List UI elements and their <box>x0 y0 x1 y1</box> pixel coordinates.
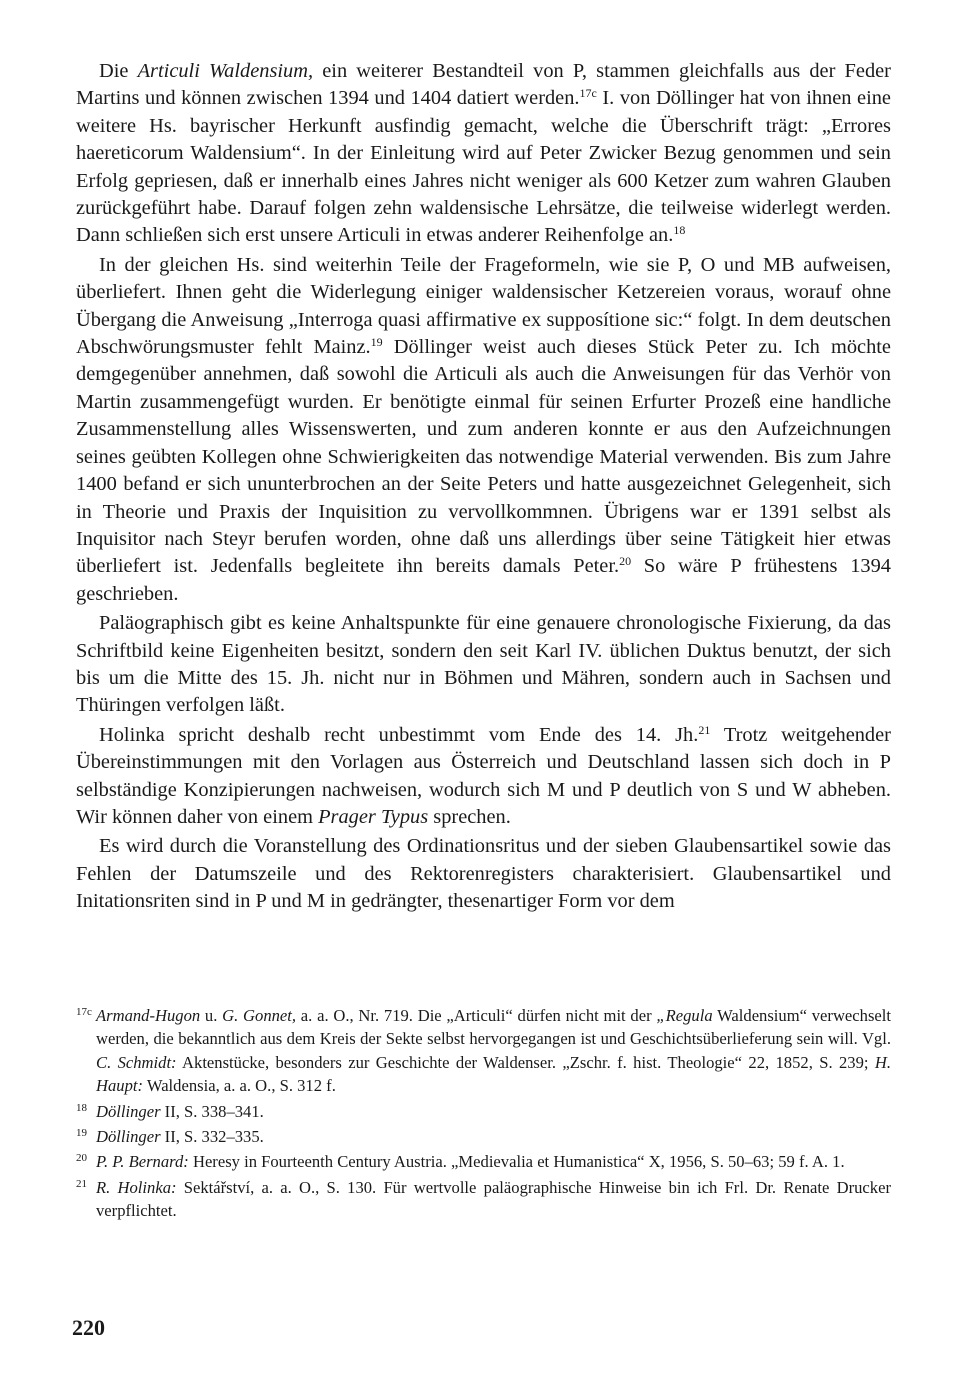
text-run: Es wird durch die Voranstellung des Ordinationsritus und der sieben Glaubensartikel sowie das Fehlen der Datumszeile und des Rektorenregisters charakterisiert. Glaubensartikel und Initationsriten sind in P und M in gedrängter, thesenartiger Form vor dem <box>76 835 891 913</box>
page-number: 220 <box>72 1315 105 1340</box>
footnote-ref: 20 <box>619 554 632 569</box>
author-name: G. Gonnet, <box>222 1006 297 1025</box>
footnote-19 <box>76 1125 891 1148</box>
paragraph-1 <box>76 58 891 250</box>
footnote-ref: 21 <box>698 722 711 737</box>
author-name: P. P. Bernard: <box>96 1152 189 1172</box>
author-name: Döllinger <box>96 1101 161 1121</box>
footnote-17c <box>76 1004 891 1098</box>
text-run: So wäre P frühestens 1394 geschrieben. <box>76 555 891 605</box>
text-run: Trotz weitgehender Übereinstimmungen mit den Vorlagen aus Österreich und Deutschland lassen sich doch in P selbständige Konzipierungen nachweisen, wodurch sich M und P deutlich von S und W abheben. Wir können daher von einem <box>76 723 891 828</box>
footnote-ref: 19 <box>370 335 383 350</box>
text-run: In der gleichen Hs. sind weiterhin Teile der Frageformeln, wie sie P, O und MB aufweisen, überliefert. Ihnen geht die Widerlegung einiger waldensischer Ketzereien voraus, worauf ohne Übergang die Anweisung „Interroga quasi affirmative ex supposítione sic:“ folgt. In dem deutschen Abschwörungsmuster fehlt Mainz. <box>76 253 891 359</box>
author-name: Armand-Hugon <box>96 1006 201 1025</box>
footnote-ref: 17c <box>579 86 597 101</box>
footnotes <box>76 1004 891 1225</box>
text-run: II, S. 332–335. <box>160 1127 264 1147</box>
text-run: Döllinger weist auch dieses Stück Peter zu. Ich möchte demgegenüber annehmen, daß sowohl die Articuli als auch die Anweisungen für das Verhör von Martin zusammengefügt wurden. Er benötigte einmal für seinen Erfurter Prozeß eine handliche Zusammenstellung alles Wissenswerten, und zum anderen konnte er aus den Aufzeichnungen seines geübten Kollegen ohne Schwierigkeiten das notwendige Material verwenden. Bis zum Jahre 1400 befand er sich ununterbrochen an der Seite Peters und hatte ausgezeichnet Gelegenheit, sich in Theorie und Praxis der Inquisition zu vervollkommnen. Übrigens war er 1391 selbst als Inquisitor nach Steyr berufen worden, ohne daß uns allerdings über seine Tätigkeit hier etwas überliefert ist. Jedenfalls begleitete ihn bereits damals Peter. <box>76 336 891 578</box>
text-run: Aktenstücke, besonders zur Geschichte der Waldenser. „Zschr. f. hist. Theologie“ 22, 1852, S. 239; <box>176 1052 875 1072</box>
text-run: a. a. O., Nr. 719. Die „Articuli“ dürfen nicht mit der <box>296 1006 657 1025</box>
italic-term: Prager Typus <box>318 805 429 828</box>
paragraph-3 <box>76 610 891 720</box>
paragraph-2 <box>76 252 891 608</box>
text-run: Waldensium“ verwechselt werden, die bekanntlich aus dem Kreis der Sekte selbst hervorgegangen ist und Geschichtsüberlieferung sein will. Vgl. <box>96 1006 891 1049</box>
italic-title: „Regula <box>656 1006 713 1025</box>
text-run: u. <box>200 1006 223 1025</box>
footnote-number: 18 <box>76 1101 87 1114</box>
author-name: C. Schmidt: <box>96 1052 177 1072</box>
footnote-number: 21 <box>76 1177 87 1190</box>
footnote-number: 17c <box>76 1006 92 1018</box>
text-run: Holinka spricht deshalb recht unbestimmt vom Ende des 14. Jh. <box>99 723 699 746</box>
text-run: I. von Döllinger hat von ihnen eine weitere Hs. bayrischer Herkunft ausfindig gemacht, welche die Überschrift trägt: „Errores haereticorum Waldensium“. In der Einleitung wird auf Peter Zwicker Bezug genommen und sein Erfolg gepriesen, daß er innerhalb eines Jahres nicht weniger als 600 Ketzer zum wahren Glauben zurückgeführt habe. Darauf folgen zehn waldensische Lehrsätze, die teilweise widerlegt werden. Dann schließen sich erst unsere Articuli in etwas anderer Reihenfolge an. <box>76 87 891 247</box>
text-run: Paläographisch gibt es keine Anhaltspunkte für eine genauere chronologische Fixierung, da das Schriftbild keine Eigenheiten besitzt, sondern den seit Karl IV. üblichen Duktus benutzt, der sich bis um die Mitte des 15. Jh. nicht nur in Böhmen und Mähren, sondern auch in Sachsen und Thüringen verfolgen läßt. <box>76 612 891 717</box>
text-run: ein weiterer Bestandteil von P, stammen gleichfalls aus der Feder Martins und können zwischen 1394 und 1404 datiert werden. <box>76 60 891 110</box>
paragraph-5 <box>76 833 891 915</box>
footnote-18 <box>76 1100 891 1123</box>
footnote-20 <box>76 1150 891 1173</box>
text-run: II, S. 338–341. <box>160 1101 264 1121</box>
author-name: R. Holinka: <box>96 1177 177 1197</box>
main-text <box>76 58 891 918</box>
text-run: Waldensia, a. a. O., S. 312 f. <box>143 1076 336 1096</box>
footnote-number: 19 <box>76 1127 87 1140</box>
text-run: sprechen. <box>428 805 511 828</box>
footnote-number: 20 <box>76 1152 87 1165</box>
footnote-ref: 18 <box>673 223 686 238</box>
text-run: Die <box>99 60 138 82</box>
author-name: H. Haupt: <box>96 1052 891 1096</box>
author-name: Döllinger <box>96 1127 161 1147</box>
italic-title: Articuli Waldensium, <box>137 60 314 82</box>
text-run: Sektářství, a. a. O., S. 130. Für wertvolle paläographische Hinweise bin ich Frl. Dr. Renate Drucker verpflichtet. <box>96 1177 891 1221</box>
paragraph-4 <box>76 722 891 832</box>
text-run: Heresy in Fourteenth Century Austria. „Medievalia et Humanistica“ X, 1956, S. 50–63; 59 f. A. 1. <box>188 1152 845 1172</box>
footnote-21 <box>76 1176 891 1223</box>
